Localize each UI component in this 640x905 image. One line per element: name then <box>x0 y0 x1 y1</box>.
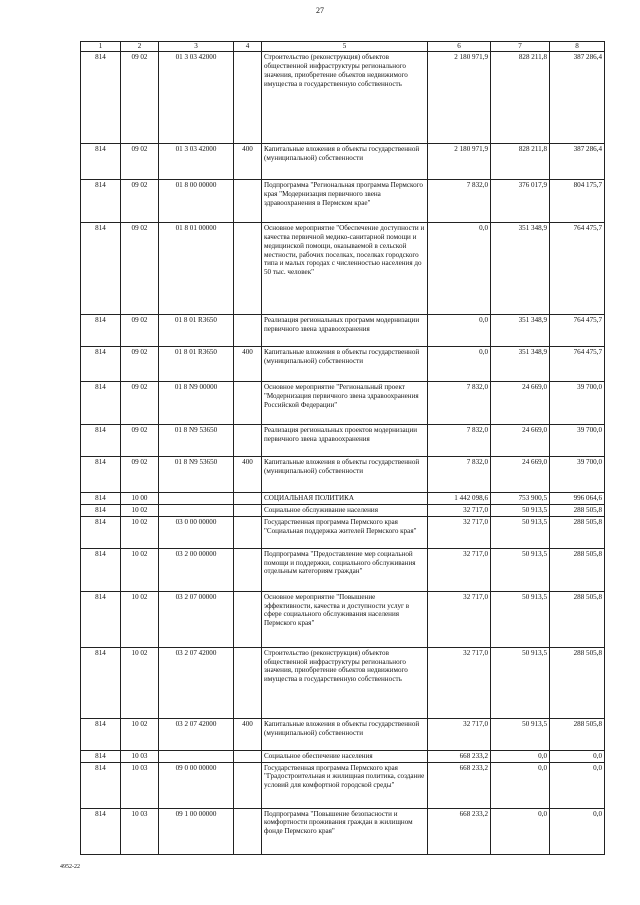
cell-amount-col7: 0,0 <box>491 750 550 762</box>
cell-administrator-code: 814 <box>81 315 121 347</box>
cell-expense-type-code <box>234 750 262 762</box>
cell-amount-col8: 764 475,7 <box>550 223 605 315</box>
header-cell: 3 <box>159 42 234 52</box>
cell-target-article-code: 03 2 07 42000 <box>159 647 234 718</box>
cell-description: СОЦИАЛЬНАЯ ПОЛИТИКА <box>262 493 428 505</box>
cell-amount-col8: 288 505,8 <box>550 504 605 516</box>
cell-section-code: 09 02 <box>121 315 159 347</box>
cell-amount-col6: 2 180 971,9 <box>428 52 491 144</box>
cell-amount-col7: 50 913,5 <box>491 591 550 647</box>
cell-amount-col6: 668 233,2 <box>428 750 491 762</box>
cell-amount-col6: 32 717,0 <box>428 718 491 750</box>
cell-section-code: 09 02 <box>121 223 159 315</box>
cell-amount-col7: 50 913,5 <box>491 718 550 750</box>
cell-amount-col8: 288 505,8 <box>550 548 605 591</box>
cell-target-article-code <box>159 504 234 516</box>
cell-description: Капитальные вложения в объекты государственной (муниципальной) собственности <box>262 347 428 382</box>
cell-description: Подпрограмма "Повышение безопасности и комфортности проживания граждан в жилищном фонде Пермского края" <box>262 808 428 854</box>
cell-administrator-code: 814 <box>81 223 121 315</box>
cell-amount-col8: 0,0 <box>550 762 605 808</box>
cell-amount-col6: 1 442 098,6 <box>428 493 491 505</box>
cell-amount-col8: 387 286,4 <box>550 144 605 180</box>
cell-amount-col8: 288 505,8 <box>550 718 605 750</box>
cell-target-article-code: 01 8 00 00000 <box>159 180 234 223</box>
cell-target-article-code: 09 1 00 00000 <box>159 808 234 854</box>
cell-expense-type-code <box>234 493 262 505</box>
table-row <box>81 762 605 808</box>
cell-expense-type-code <box>234 382 262 425</box>
cell-administrator-code: 814 <box>81 591 121 647</box>
table-row <box>81 516 605 548</box>
cell-amount-col6: 32 717,0 <box>428 516 491 548</box>
cell-amount-col6: 7 832,0 <box>428 180 491 223</box>
cell-description: Основное мероприятие "Региональный проект "Модернизация первичного звена здравоохранения Российской Федерации" <box>262 382 428 425</box>
cell-administrator-code: 814 <box>81 493 121 505</box>
cell-section-code: 09 02 <box>121 180 159 223</box>
cell-amount-col6: 0,0 <box>428 315 491 347</box>
cell-target-article-code: 03 2 00 00000 <box>159 548 234 591</box>
cell-amount-col6: 2 180 971,9 <box>428 144 491 180</box>
cell-description: Реализация региональных проектов модернизации первичного звена здравоохранения <box>262 425 428 457</box>
cell-section-code: 09 02 <box>121 382 159 425</box>
cell-expense-type-code: 400 <box>234 144 262 180</box>
cell-amount-col6: 0,0 <box>428 347 491 382</box>
cell-administrator-code: 814 <box>81 750 121 762</box>
cell-target-article-code <box>159 750 234 762</box>
header-cell: 8 <box>550 42 605 52</box>
cell-section-code: 10 02 <box>121 718 159 750</box>
table-row <box>81 52 605 144</box>
cell-target-article-code: 03 2 07 42000 <box>159 718 234 750</box>
cell-amount-col8: 0,0 <box>550 750 605 762</box>
cell-section-code: 10 03 <box>121 762 159 808</box>
header-row <box>81 42 605 52</box>
cell-amount-col8: 764 475,7 <box>550 315 605 347</box>
cell-description: Капитальные вложения в объекты государственной (муниципальной) собственности <box>262 718 428 750</box>
cell-administrator-code: 814 <box>81 180 121 223</box>
cell-target-article-code: 01 8 N9 00000 <box>159 382 234 425</box>
cell-amount-col7: 376 017,9 <box>491 180 550 223</box>
header-cell: 6 <box>428 42 491 52</box>
cell-amount-col8: 39 700,0 <box>550 382 605 425</box>
table-row <box>81 180 605 223</box>
cell-amount-col6: 668 233,2 <box>428 808 491 854</box>
cell-administrator-code: 814 <box>81 52 121 144</box>
cell-amount-col7: 50 913,5 <box>491 647 550 718</box>
cell-administrator-code: 814 <box>81 457 121 493</box>
cell-amount-col7: 351 348,9 <box>491 223 550 315</box>
footer-document-code: 4952-22 <box>60 864 80 870</box>
table-row <box>81 647 605 718</box>
budget-table <box>80 41 605 855</box>
table-row <box>81 504 605 516</box>
cell-section-code: 09 02 <box>121 425 159 457</box>
cell-administrator-code: 814 <box>81 382 121 425</box>
cell-target-article-code: 03 0 00 00000 <box>159 516 234 548</box>
cell-expense-type-code <box>234 762 262 808</box>
cell-description: Подпрограмма "Региональная программа Пермского края "Модернизация первичного звена здравоохранения в Пермском крае" <box>262 180 428 223</box>
cell-description: Социальное обслуживание населения <box>262 504 428 516</box>
cell-amount-col6: 0,0 <box>428 223 491 315</box>
cell-section-code: 10 02 <box>121 548 159 591</box>
cell-amount-col7: 0,0 <box>491 808 550 854</box>
cell-amount-col8: 804 175,7 <box>550 180 605 223</box>
cell-administrator-code: 814 <box>81 504 121 516</box>
cell-expense-type-code <box>234 223 262 315</box>
cell-expense-type-code <box>234 591 262 647</box>
cell-target-article-code: 01 8 N9 53650 <box>159 457 234 493</box>
cell-amount-col8: 764 475,7 <box>550 347 605 382</box>
cell-administrator-code: 814 <box>81 808 121 854</box>
cell-expense-type-code: 400 <box>234 718 262 750</box>
table-row <box>81 457 605 493</box>
cell-amount-col6: 32 717,0 <box>428 504 491 516</box>
cell-administrator-code: 814 <box>81 762 121 808</box>
table-row <box>81 548 605 591</box>
cell-amount-col6: 32 717,0 <box>428 591 491 647</box>
cell-amount-col7: 50 913,5 <box>491 504 550 516</box>
cell-target-article-code: 01 3 03 42000 <box>159 52 234 144</box>
cell-expense-type-code <box>234 548 262 591</box>
table-row <box>81 315 605 347</box>
cell-target-article-code: 01 3 03 42000 <box>159 144 234 180</box>
cell-section-code: 10 00 <box>121 493 159 505</box>
cell-description: Реализация региональных программ модернизации первичного звена здравоохранения <box>262 315 428 347</box>
cell-administrator-code: 814 <box>81 144 121 180</box>
cell-administrator-code: 814 <box>81 347 121 382</box>
cell-expense-type-code <box>234 504 262 516</box>
cell-description: Строительство (реконструкция) объектов общественной инфраструктуры регионального значения, приобретение объектов недвижимого имущества в государственную собственность <box>262 52 428 144</box>
cell-amount-col7: 351 348,9 <box>491 315 550 347</box>
cell-expense-type-code <box>234 425 262 457</box>
cell-amount-col7: 753 900,5 <box>491 493 550 505</box>
cell-expense-type-code <box>234 315 262 347</box>
header-cell: 2 <box>121 42 159 52</box>
cell-description: Социальное обеспечение населения <box>262 750 428 762</box>
cell-amount-col7: 24 669,0 <box>491 382 550 425</box>
cell-target-article-code: 03 2 07 00000 <box>159 591 234 647</box>
cell-amount-col7: 828 211,8 <box>491 144 550 180</box>
cell-administrator-code: 814 <box>81 516 121 548</box>
page-number: 27 <box>316 6 324 15</box>
cell-amount-col7: 50 913,5 <box>491 516 550 548</box>
cell-amount-col8: 288 505,8 <box>550 647 605 718</box>
cell-amount-col7: 50 913,5 <box>491 548 550 591</box>
cell-amount-col8: 288 505,8 <box>550 516 605 548</box>
cell-amount-col6: 32 717,0 <box>428 548 491 591</box>
cell-amount-col7: 351 348,9 <box>491 347 550 382</box>
cell-section-code: 09 02 <box>121 457 159 493</box>
table-row <box>81 591 605 647</box>
cell-amount-col8: 0,0 <box>550 808 605 854</box>
cell-section-code: 10 02 <box>121 504 159 516</box>
cell-amount-col7: 828 211,8 <box>491 52 550 144</box>
table-row <box>81 144 605 180</box>
cell-section-code: 10 02 <box>121 591 159 647</box>
table-row <box>81 382 605 425</box>
cell-description: Государственная программа Пермского края "Градостроительная и жилищная политика, создание условий для комфортной городской среды" <box>262 762 428 808</box>
cell-amount-col8: 39 700,0 <box>550 457 605 493</box>
cell-section-code: 09 02 <box>121 52 159 144</box>
cell-description: Капитальные вложения в объекты государственной (муниципальной) собственности <box>262 457 428 493</box>
cell-description: Строительство (реконструкция) объектов общественной инфраструктуры регионального значения, приобретение объектов недвижимого имущества в государственную собственность <box>262 647 428 718</box>
cell-target-article-code: 01 8 01 R3650 <box>159 315 234 347</box>
cell-expense-type-code <box>234 516 262 548</box>
cell-description: Основное мероприятие "Повышение эффективности, качества и доступности услуг в сфере социального обслуживания населения Пермского края" <box>262 591 428 647</box>
cell-description: Подпрограмма "Предоставление мер социальной помощи и поддержки, социального обслуживания отдельным категориям граждан" <box>262 548 428 591</box>
cell-expense-type-code <box>234 180 262 223</box>
table-row <box>81 750 605 762</box>
cell-expense-type-code: 400 <box>234 347 262 382</box>
cell-amount-col8: 996 064,6 <box>550 493 605 505</box>
cell-target-article-code: 01 8 01 R3650 <box>159 347 234 382</box>
cell-section-code: 09 02 <box>121 347 159 382</box>
cell-target-article-code: 01 8 N9 53650 <box>159 425 234 457</box>
cell-expense-type-code <box>234 647 262 718</box>
table-row <box>81 425 605 457</box>
table-row <box>81 347 605 382</box>
cell-amount-col6: 7 832,0 <box>428 425 491 457</box>
cell-description: Основное мероприятие "Обеспечение доступности и качества первичной медико-санитарной помощи и медицинской помощи, оказываемой в сельской местности, рабочих поселках, поселках городского типа и малых городах с численностью населения до 50 тыс. человек" <box>262 223 428 315</box>
cell-expense-type-code: 400 <box>234 457 262 493</box>
cell-amount-col6: 668 233,2 <box>428 762 491 808</box>
cell-section-code: 09 02 <box>121 144 159 180</box>
cell-section-code: 10 02 <box>121 647 159 718</box>
table-row <box>81 808 605 854</box>
header-cell: 5 <box>262 42 428 52</box>
cell-amount-col7: 24 669,0 <box>491 425 550 457</box>
cell-target-article-code: 09 0 00 00000 <box>159 762 234 808</box>
cell-amount-col6: 7 832,0 <box>428 382 491 425</box>
header-cell: 1 <box>81 42 121 52</box>
cell-amount-col8: 39 700,0 <box>550 425 605 457</box>
cell-section-code: 10 02 <box>121 516 159 548</box>
cell-amount-col7: 0,0 <box>491 762 550 808</box>
cell-description: Капитальные вложения в объекты государственной (муниципальной) собственности <box>262 144 428 180</box>
cell-administrator-code: 814 <box>81 425 121 457</box>
cell-amount-col6: 32 717,0 <box>428 647 491 718</box>
cell-administrator-code: 814 <box>81 548 121 591</box>
header-cell: 7 <box>491 42 550 52</box>
cell-target-article-code <box>159 493 234 505</box>
table-row <box>81 493 605 505</box>
table-row <box>81 223 605 315</box>
cell-expense-type-code <box>234 52 262 144</box>
table-row <box>81 718 605 750</box>
cell-section-code: 10 03 <box>121 750 159 762</box>
cell-target-article-code: 01 8 01 00000 <box>159 223 234 315</box>
cell-amount-col8: 288 505,8 <box>550 591 605 647</box>
header-cell: 4 <box>234 42 262 52</box>
cell-administrator-code: 814 <box>81 647 121 718</box>
cell-expense-type-code <box>234 808 262 854</box>
cell-amount-col8: 387 286,4 <box>550 52 605 144</box>
cell-amount-col7: 24 669,0 <box>491 457 550 493</box>
cell-administrator-code: 814 <box>81 718 121 750</box>
cell-description: Государственная программа Пермского края "Социальная поддержка жителей Пермского края" <box>262 516 428 548</box>
cell-amount-col6: 7 832,0 <box>428 457 491 493</box>
cell-section-code: 10 03 <box>121 808 159 854</box>
